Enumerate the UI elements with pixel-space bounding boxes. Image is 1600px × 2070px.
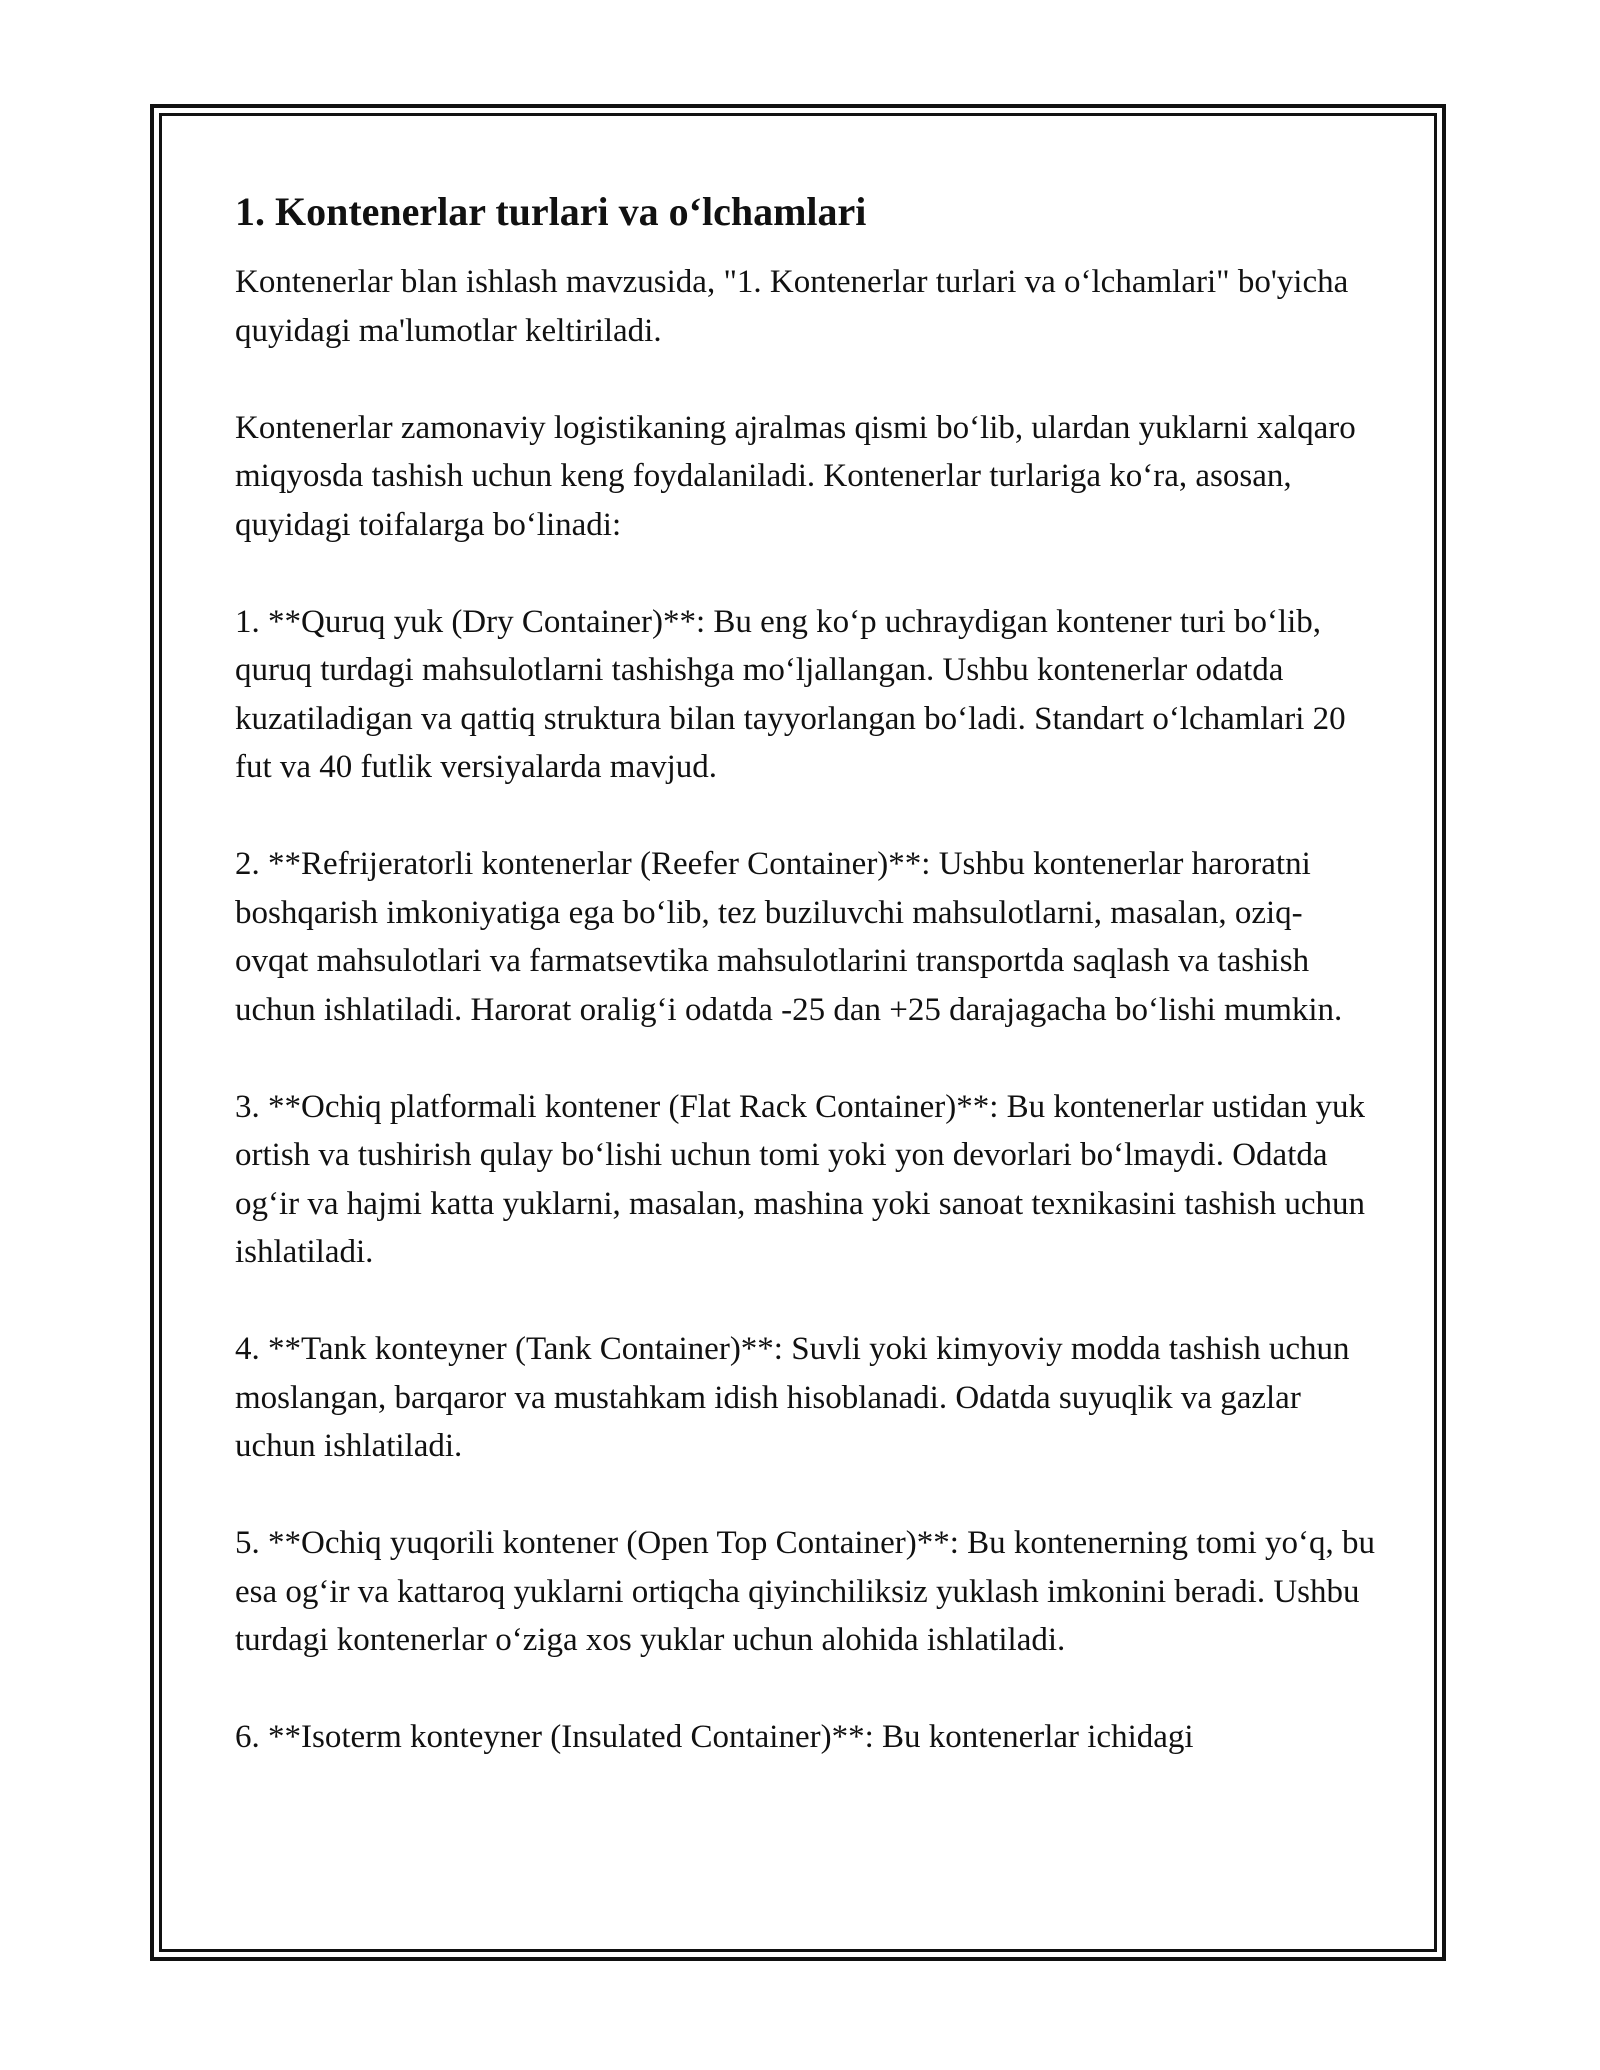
document-body bbox=[235, 182, 1375, 1762]
list-item-open-top-container: 5. **Ochiq yuqorili kontener (Open Top Container)**: Bu kontenerning tomi yo‘q, bu esa og‘ir va kattaroq yuklarni ortiqcha qiyinchiliksiz yuklash imkonini beradi. Ushbu turdagi kontenerlar o‘ziga xos yuklar uchun alohida ishlatiladi. bbox=[235, 1525, 1375, 1658]
list-item-insulated-container: 6. **Isoterm konteyner (Insulated Container)**: Bu kontenerlar ichidagi bbox=[235, 1719, 1194, 1755]
list-item-dry-container: 1. **Quruq yuk (Dry Container)**: Bu eng ko‘p uchraydigan kontener turi bo‘lib, quruq turdagi mahsulotlarni tashishga mo‘ljallangan. Ushbu kontenerlar odatda kuzatiladigan va qattiq struktura bilan tayyorlangan bo‘ladi. Standart o‘lchamlari 20 fut va 40 futlik versiyalarda mavjud. bbox=[235, 603, 1346, 785]
list-item-flat-rack-container: 3. **Ochiq platformali kontener (Flat Rack Container)**: Bu kontenerlar ustidan yuk ortish va tushirish qulay bo‘lishi uchun tomi yoki yon devorlari bo‘lmaydi. Odatda og‘ir va hajmi katta yuklarni, masalan, mashina yoki sanoat texnikasini tashish uchun ishlatiladi. bbox=[235, 1088, 1365, 1270]
list-item-reefer-container: 2. **Refrijeratorli kontenerlar (Reefer Container)**: Ushbu kontenerlar haroratni boshqarish imkoniyatiga ega bo‘lib, tez buziluvchi mahsulotlarni, masalan, oziq-ovqat mahsulotlari va farmatsevtika mahsulotlarini transportda saqlash va tashish uchun ishlatiladi. Harorat oralig‘i odatda -25 dan +25 darajagacha bo‘lishi mumkin. bbox=[235, 846, 1343, 1028]
intro-paragraph: Kontenerlar blan ishlash mavzusida, "1. Kontenerlar turlari va o‘lchamlari" bo'yicha quyidagi ma'lumotlar keltiriladi. bbox=[235, 264, 1349, 349]
document-title: 1. Kontenerlar turlari va o‘lchamlari bbox=[235, 189, 867, 234]
overview-paragraph: Kontenerlar zamonaviy logistikaning ajralmas qismi bo‘lib, ulardan yuklarni xalqaro miqyosda tashish uchun keng foydalaniladi. Kontenerlar turlariga ko‘ra, asosan, quyidagi toifalarga bo‘linadi: bbox=[235, 409, 1356, 543]
list-item-tank-container: 4. **Tank konteyner (Tank Container)**: Suvli yoki kimyoviy modda tashish uchun moslangan, barqaror va mustahkam idish hisoblanadi. Odatda suyuqlik va gazlar uchun ishlatiladi. bbox=[235, 1331, 1350, 1464]
